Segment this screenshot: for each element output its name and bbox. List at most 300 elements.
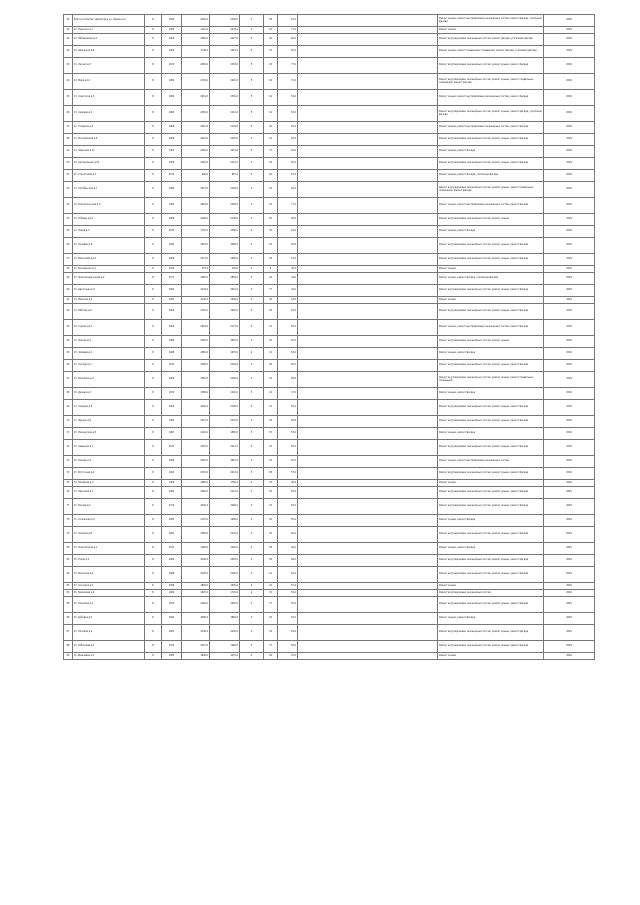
works-cell: Ремонт крыши, ремонт фасада, утепление фасада (438, 170, 544, 182)
floors-cell: 5 (240, 214, 264, 226)
empty-cell (298, 106, 438, 122)
plan-year-cell: 2049 (544, 428, 595, 440)
living-area-cell: 1870,0 (210, 336, 240, 348)
works-cell: Ремонт крыши, ремонт фасада (438, 428, 544, 440)
wall-type-cell: Б (145, 428, 162, 440)
plan-year-cell: 2049 (544, 527, 595, 543)
total-area-cell: 2170,0 (182, 515, 210, 527)
works-cell: Ремонт крыши, ремонт внутридомовых инженерных систем, ремонт фасада (438, 90, 544, 106)
total-area-cell: 2020,0 (182, 456, 210, 468)
wear-cell: 54,0 (278, 304, 298, 320)
table-row (64, 388, 595, 400)
works-cell: Ремонт крыши, ремонт фасада (438, 146, 544, 158)
wall-type-cell: Б (145, 543, 162, 555)
apartments-cell: 37 (264, 146, 278, 158)
row-number: 40 (64, 27, 73, 34)
row-number: 42 (64, 46, 73, 58)
plan-year-cell: 2049 (544, 440, 595, 456)
apartments-cell: 43 (264, 372, 278, 388)
wear-cell: 47,0 (278, 653, 298, 660)
total-area-cell: 1920,0 (182, 590, 210, 597)
empty-cell (298, 34, 438, 46)
total-area-cell: 2181,0 (182, 304, 210, 320)
living-area-cell: 1880,0 (210, 428, 240, 440)
year-cell: 1963 (162, 304, 182, 320)
wall-type-cell: Б (145, 597, 162, 613)
table-row (64, 285, 595, 297)
year-cell: 1964 (162, 90, 182, 106)
address-cell: Ул. Парковая д.7 (73, 487, 145, 499)
empty-cell (298, 555, 438, 567)
plan-year-cell: 2049 (544, 613, 595, 625)
row-number: 84 (64, 590, 73, 597)
empty-cell (298, 416, 438, 428)
wall-type-cell: Б (145, 134, 162, 146)
address-cell: Ул. Речная д.2 (73, 499, 145, 515)
year-cell: 1962 (162, 74, 182, 90)
floors-cell: 5 (240, 297, 264, 304)
works-cell: Ремонт крыши (438, 27, 544, 34)
table-row (64, 499, 595, 515)
plan-year-cell: 2049 (544, 372, 595, 388)
plan-year-cell: 2049 (544, 499, 595, 515)
wall-type-cell: Б (145, 400, 162, 416)
apartments-cell: 42 (264, 106, 278, 122)
row-number: 48 (64, 134, 73, 146)
wall-type-cell: Б (145, 527, 162, 543)
floors-cell: 5 (240, 468, 264, 480)
works-cell: Ремонт внутридомовых инженерных систем, ремонт крыши, ремонт фасада (438, 468, 544, 480)
row-number: 53 (64, 198, 73, 214)
address-cell: Ул. Фрунзе д.6 (73, 416, 145, 428)
wear-cell: 65,0 (278, 46, 298, 58)
row-number: 63 (64, 320, 73, 336)
works-cell: Ремонт внутридомовых инженерных систем, ремонт крыши, ремонт фасада (438, 58, 544, 74)
row-number: 46 (64, 106, 73, 122)
living-area-cell: 2148,0 (210, 214, 240, 226)
table-row (64, 515, 595, 527)
empty-cell (298, 468, 438, 480)
plan-year-cell: 2049 (544, 336, 595, 348)
total-area-cell: 2100,0 (182, 428, 210, 440)
total-area-cell: 2360,0 (182, 487, 210, 499)
plan-year-cell: 2049 (544, 641, 595, 653)
works-cell: Ремонт крыши, ремонт фасада (438, 226, 544, 238)
works-cell: Ремонт внутридомовых инженерных систем, ремонт крыши, ремонт фасада (438, 527, 544, 543)
row-number: 75 (64, 480, 73, 487)
total-area-cell: 2520,0 (182, 499, 210, 515)
apartments-cell: 36 (264, 74, 278, 90)
wall-type-cell: Б (145, 348, 162, 360)
apartments-cell: 32 (264, 46, 278, 58)
wall-type-cell: Б (145, 468, 162, 480)
plan-year-cell: 2049 (544, 348, 595, 360)
floors-cell: 5 (240, 372, 264, 388)
wear-cell: 51,0 (278, 583, 298, 590)
wall-type-cell: Б (145, 456, 162, 468)
living-area-cell: 1950,0 (210, 304, 240, 320)
row-number: 88 (64, 641, 73, 653)
table-row (64, 653, 595, 660)
total-area-cell: 2080,0 (182, 613, 210, 625)
empty-cell (298, 46, 438, 58)
works-cell: Ремонт крыши (438, 653, 544, 660)
empty-cell (298, 320, 438, 336)
apartments-cell: 32 (264, 590, 278, 597)
address-cell: Ул. Набережная д.4 (73, 34, 145, 46)
wall-type-cell: Б (145, 226, 162, 238)
apartments-cell: 36 (264, 515, 278, 527)
table-row (64, 468, 595, 480)
apartments-cell: 33 (264, 480, 278, 487)
plan-year-cell: 2049 (544, 58, 595, 74)
table-row (64, 146, 595, 158)
works-cell: Ремонт крыши, ремонт фасада (438, 515, 544, 527)
works-cell: Ремонт крыши (438, 266, 544, 273)
year-cell: 1967 (162, 527, 182, 543)
year-cell: 1970 (162, 597, 182, 613)
table-row (64, 134, 595, 146)
apartments-cell: 37 (264, 285, 278, 297)
year-cell: 1961 (162, 238, 182, 254)
works-cell: Ремонт внутридомовых инженерных систем, ремонт крыши, ремонт фасада (438, 158, 544, 170)
total-area-cell: 2491,0 (182, 134, 210, 146)
works-cell: Ремонт внутридомовых инженерных систем, ремонт крыши, ремонт подвальных помещений, ремонт фасада (438, 182, 544, 198)
row-number: 60 (64, 285, 73, 297)
living-area-cell: 2100,0 (210, 625, 240, 641)
total-area-cell: 2601,0 (182, 198, 210, 214)
table-row (64, 27, 595, 34)
plan-year-cell: 2049 (544, 182, 595, 198)
row-number: 86 (64, 613, 73, 625)
address-cell: Ул. Рябиновая д.1 (73, 641, 145, 653)
table-row (64, 214, 595, 226)
living-area-cell: 2290,0 (210, 372, 240, 388)
row-number: 69 (64, 400, 73, 416)
plan-year-cell: 2049 (544, 266, 595, 273)
total-area-cell: 2550,0 (182, 372, 210, 388)
wear-cell: 57,0 (278, 170, 298, 182)
table-row (64, 543, 595, 555)
row-number: 51 (64, 170, 73, 182)
apartments-cell: 36 (264, 304, 278, 320)
apartments-cell: 45 (264, 58, 278, 74)
apartments-cell: 34 (264, 456, 278, 468)
address-cell: Ул. Дачная д.2 (73, 388, 145, 400)
wear-cell: 58,0 (278, 555, 298, 567)
living-area-cell: 2210,0 (210, 106, 240, 122)
floors-cell: 4 (240, 590, 264, 597)
row-number: 50 (64, 158, 73, 170)
works-cell: Ремонт внутридомовых инженерных систем, ремонт крыши, ремонт фасада (438, 567, 544, 583)
wear-cell: 71,0 (278, 74, 298, 90)
wear-cell: 53,0 (278, 613, 298, 625)
year-cell: 1967 (162, 428, 182, 440)
total-area-cell: 1860,0 (182, 348, 210, 360)
year-cell: 1964 (162, 400, 182, 416)
living-area-cell: 1720,0 (210, 590, 240, 597)
total-area-cell: 2210,0 (182, 641, 210, 653)
address-cell: Ул. Гагарина д.9 (73, 122, 145, 134)
address-cell: Ул. Западная д.3 (73, 480, 145, 487)
year-cell: 1972 (162, 226, 182, 238)
apartments-cell: 24 (264, 388, 278, 400)
address-cell: Ул. Чапаева д.4 (73, 348, 145, 360)
table-row (64, 273, 595, 285)
register-sheet (63, 14, 594, 660)
floors-cell: 5 (240, 146, 264, 158)
floors-cell: 5 (240, 456, 264, 468)
empty-cell (298, 372, 438, 388)
living-area-cell: 1940,0 (210, 515, 240, 527)
year-cell: 1966 (162, 583, 182, 590)
empty-cell (298, 226, 438, 238)
floors-cell: 5 (240, 416, 264, 428)
floors-cell: 5 (240, 641, 264, 653)
year-cell: 1965 (162, 653, 182, 660)
row-number: 56 (64, 238, 73, 254)
floors-cell: 5 (240, 555, 264, 567)
year-cell: 1956 (162, 15, 182, 27)
table-row (64, 360, 595, 372)
plan-year-cell: 2049 (544, 297, 595, 304)
empty-cell (298, 158, 438, 170)
empty-cell (298, 122, 438, 134)
plan-year-cell: 2049 (544, 214, 595, 226)
works-cell: Ремонт внутридомовых инженерных систем, ремонт крыши, ремонт фасада (438, 285, 544, 297)
address-cell: Ул. Лесная д.3 (73, 58, 145, 74)
plan-year-cell: 2049 (544, 555, 595, 567)
empty-cell (298, 527, 438, 543)
wall-type-cell: Б (145, 372, 162, 388)
floors-cell: 5 (240, 34, 264, 46)
living-area-cell: 1900,0 (210, 297, 240, 304)
plan-year-cell: 2049 (544, 590, 595, 597)
year-cell: 1967 (162, 625, 182, 641)
empty-cell (298, 613, 438, 625)
works-cell: Ремонт внутридомовых инженерных систем, ремонт крыши, ремонт фасада (438, 238, 544, 254)
row-number: 58 (64, 266, 73, 273)
address-cell: Ул. Садовая д.1 (73, 106, 145, 122)
address-cell: Ул. Пушкина д.7 (73, 27, 145, 34)
total-area-cell: 2418,0 (182, 320, 210, 336)
address-cell: Ул. Береговая д.14 (73, 254, 145, 266)
year-cell: 1969 (162, 182, 182, 198)
table-row (64, 266, 595, 273)
apartments-cell: 42 (264, 499, 278, 515)
address-cell: Ул. Майская д.3 (73, 297, 145, 304)
table-row (64, 597, 595, 613)
wear-cell: 55,0 (278, 597, 298, 613)
apartments-cell: 18 (264, 170, 278, 182)
total-area-cell: 2557,0 (182, 182, 210, 198)
table-row (64, 440, 595, 456)
living-area-cell: 1043,0 (210, 27, 240, 34)
works-cell: Ремонт крыши, ремонт фасада (438, 348, 544, 360)
table-row (64, 46, 595, 58)
plan-year-cell: 2049 (544, 468, 595, 480)
wear-cell: 57,0 (278, 468, 298, 480)
row-number: 59 (64, 273, 73, 285)
plan-year-cell: 2049 (544, 90, 595, 106)
floors-cell: 5 (240, 15, 264, 27)
wear-cell: 51,0 (278, 254, 298, 266)
plan-year-cell: 2049 (544, 238, 595, 254)
living-area-cell: 887,0 (210, 170, 240, 182)
row-number: 45 (64, 90, 73, 106)
empty-cell (298, 400, 438, 416)
year-cell: 1970 (162, 388, 182, 400)
living-area-cell: 2001,0 (210, 285, 240, 297)
floors-cell: 4 (240, 653, 264, 660)
row-number: 83 (64, 583, 73, 590)
row-number: 70 (64, 416, 73, 428)
living-area-cell: 1470,0 (210, 653, 240, 660)
wall-type-cell: Б (145, 27, 162, 34)
apartments-cell: 36 (264, 273, 278, 285)
wall-type-cell: Б (145, 641, 162, 653)
living-area-cell: 2012,0 (210, 468, 240, 480)
empty-cell (298, 214, 438, 226)
row-number: 61 (64, 297, 73, 304)
empty-cell (298, 304, 438, 320)
plan-year-cell: 2049 (544, 388, 595, 400)
plan-year-cell: 2049 (544, 170, 595, 182)
floors-cell: 5 (240, 285, 264, 297)
wear-cell: 60,0 (278, 34, 298, 46)
plan-year-cell: 2049 (544, 515, 595, 527)
row-number: 73 (64, 456, 73, 468)
total-area-cell: 1776,0 (182, 226, 210, 238)
wall-type-cell: Б (145, 146, 162, 158)
table-row (64, 641, 595, 653)
table-row (64, 74, 595, 90)
living-area-cell: 1810,0 (210, 456, 240, 468)
table-row (64, 226, 595, 238)
apartments-cell: 38 (264, 555, 278, 567)
row-number: 72 (64, 440, 73, 456)
plan-year-cell: 2049 (544, 146, 595, 158)
works-cell: Ремонт крыши, ремонт внутридомовых инженерных систем, ремонт фасада (438, 320, 544, 336)
works-cell: Ремонт крыши (438, 583, 544, 590)
living-area-cell: 2328,0 (210, 198, 240, 214)
works-cell: Ремонт крыши (438, 297, 544, 304)
floors-cell: 5 (240, 158, 264, 170)
wear-cell: 59,0 (278, 625, 298, 641)
floors-cell: 4 (240, 348, 264, 360)
year-cell: 1963 (162, 106, 182, 122)
empty-cell (298, 487, 438, 499)
wall-type-cell: Б (145, 320, 162, 336)
table-row (64, 15, 595, 27)
living-area-cell: 2190,0 (210, 400, 240, 416)
year-cell: 1970 (162, 499, 182, 515)
works-cell: Ремонт внутридомовых инженерных систем, ремонт крыши, ремонт фасада (438, 641, 544, 653)
wall-type-cell: Б (145, 273, 162, 285)
table-row (64, 238, 595, 254)
living-area-cell: 2167,0 (210, 158, 240, 170)
year-cell: 1965 (162, 515, 182, 527)
year-cell: 1967 (162, 297, 182, 304)
works-cell: Ремонт внутридомовых инженерных систем, ремонт крыши, ремонт фасада (438, 416, 544, 428)
total-area-cell: 2440,0 (182, 400, 210, 416)
row-number: 62 (64, 304, 73, 320)
floors-cell: 5 (240, 428, 264, 440)
total-area-cell: 475,0 (182, 266, 210, 273)
table-row (64, 428, 595, 440)
wear-cell: 54,0 (278, 226, 298, 238)
empty-cell (298, 146, 438, 158)
table-row (64, 613, 595, 625)
row-number: 68 (64, 388, 73, 400)
address-cell: Ул. Полевая д.8 (73, 238, 145, 254)
wear-cell: 42,0 (278, 285, 298, 297)
floors-cell: 5 (240, 90, 264, 106)
row-number: 55 (64, 226, 73, 238)
apartments-cell: 37 (264, 597, 278, 613)
floors-cell: 2 (240, 266, 264, 273)
total-area-cell: 1116,0 (182, 27, 210, 34)
address-cell: Ул. Цветочная д.5 (73, 285, 145, 297)
apartments-cell: 41 (264, 320, 278, 336)
row-number: 49 (64, 146, 73, 158)
year-cell: 1969 (162, 487, 182, 499)
floors-cell: 5 (240, 336, 264, 348)
floors-cell: 4 (240, 226, 264, 238)
empty-cell (298, 266, 438, 273)
year-cell: 1963 (162, 613, 182, 625)
floors-cell: 5 (240, 58, 264, 74)
empty-cell (298, 590, 438, 597)
wall-type-cell: Б (145, 15, 162, 27)
plan-year-cell: 2049 (544, 304, 595, 320)
year-cell: 1970 (162, 170, 182, 182)
address-cell: Ул. Зеленая д.8 (73, 527, 145, 543)
table-row (64, 336, 595, 348)
total-area-cell: 2500,0 (182, 15, 210, 27)
wear-cell: 58,0 (278, 372, 298, 388)
wear-cell: 65,0 (278, 158, 298, 170)
total-area-cell: 1746,0 (182, 46, 210, 58)
living-area-cell: 2250,0 (210, 134, 240, 146)
row-number: 41 (64, 34, 73, 46)
table-row (64, 456, 595, 468)
address-cell: Ул. Железнодорожная д.2 (73, 273, 145, 285)
floors-cell: 5 (240, 625, 264, 641)
works-cell: Ремонт внутридомовых инженерных систем, ремонт крыши, ремонт фасада (438, 400, 544, 416)
plan-year-cell: 2049 (544, 134, 595, 146)
empty-cell (298, 198, 438, 214)
wall-type-cell: Б (145, 583, 162, 590)
wall-type-cell: Б (145, 238, 162, 254)
empty-cell (298, 170, 438, 182)
plan-year-cell: 2049 (544, 198, 595, 214)
works-cell: Ремонт внутридомовых инженерных систем, ремонт крыши, ремонт фасада (438, 499, 544, 515)
wall-type-cell: Б (145, 625, 162, 641)
total-area-cell: 1640,0 (182, 653, 210, 660)
apartments-cell: 38 (264, 15, 278, 27)
row-number: 39 (64, 15, 73, 27)
address-cell: Ул. Октябрьская д.7 (73, 182, 145, 198)
wall-type-cell: Б (145, 480, 162, 487)
floors-cell: 5 (240, 254, 264, 266)
wear-cell: 59,0 (278, 487, 298, 499)
address-cell: Благоустройство территории ул. Ленина д.2 (73, 15, 145, 27)
year-cell: 1966 (162, 480, 182, 487)
living-area-cell: 2044,0 (210, 360, 240, 372)
wall-type-cell: Б (145, 46, 162, 58)
apartments-cell: 28 (264, 653, 278, 660)
